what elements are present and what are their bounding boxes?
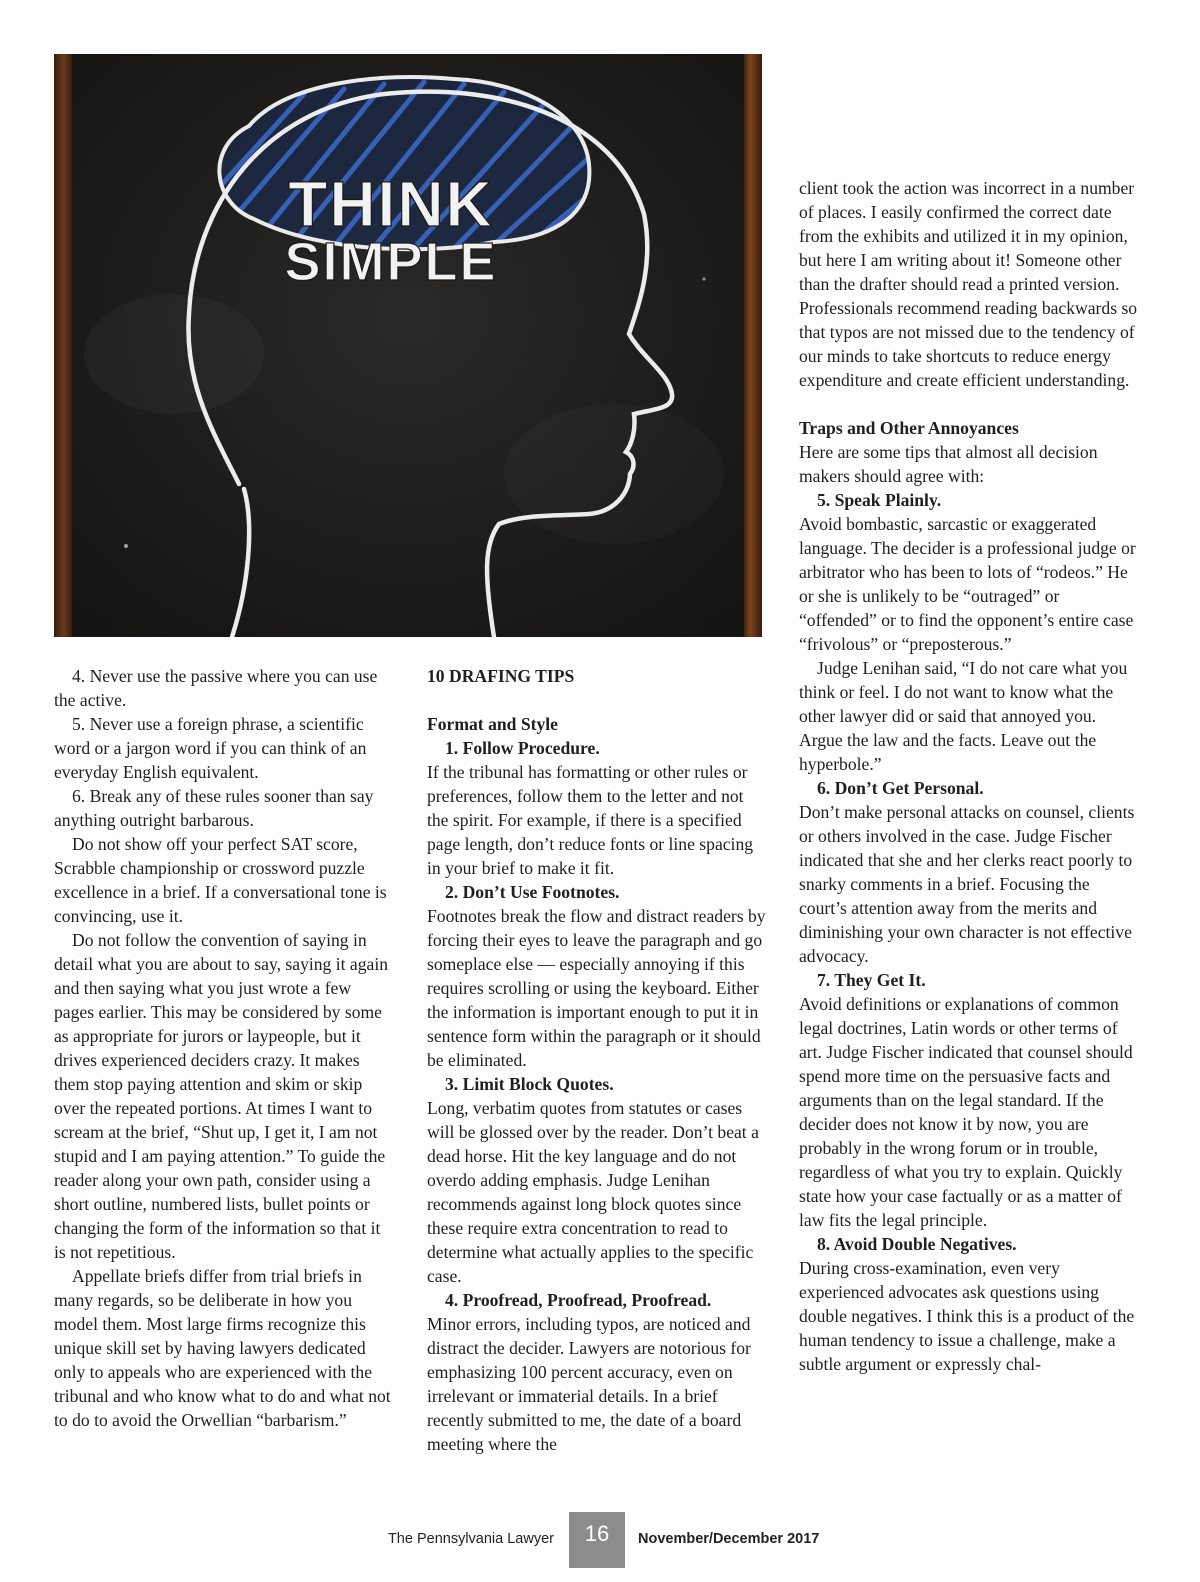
tip-title: 4. Proofread, Proofread, Proofread. [445, 1290, 712, 1310]
paragraph: Here are some tips that almost all decision makers should agree with: [799, 442, 1098, 486]
column-2 [427, 664, 767, 1456]
tip-title: 8. Avoid Double Negatives. [817, 1234, 1017, 1254]
wood-frame-right [742, 54, 762, 637]
paragraph: Do not follow the convention of saying in detail what you are about to say, saying it again and then saying what you just wrote a few pages earlier. This may be considered by some as appropriate for jurors or laypeople, but it drives experienced deciders crazy. It makes them stop paying attention and skim or skip over the repeated portions. At times I want to scream at the brief, “Shut up, I get it, I am not stupid and I am paying attention.” To guide the reader along your own path, consider using a short outline, numbered lists, bullet points or changing the form of the information so that it is not repetitious. [54, 930, 389, 1262]
tip-title: 3. Limit Block Quotes. [445, 1074, 614, 1094]
section-heading: 10 DRAFING TIPS [427, 666, 575, 686]
page-number: 16 [569, 1512, 625, 1568]
publication-name: The Pennsylvania Lawyer [387, 1531, 554, 1547]
paragraph: Footnotes break the flow and distract readers by forcing their eyes to leave the paragraph and go someplace else — especially annoying if this requires scrolling or using the keyboard. Either the information is important enough to put it in sentence form within the paragraph or it should be eliminated. [427, 906, 766, 1070]
think-simple-illustration [54, 54, 762, 637]
tip-title: 6. Don’t Get Personal. [817, 778, 984, 798]
wood-frame-left [54, 54, 74, 637]
column-1 [54, 664, 394, 1432]
paragraph: 4. Never use the passive where you can use the active. [54, 666, 378, 710]
paragraph: Do not show off your perfect SAT score, Scrabble championship or crossword puzzle excellence in a brief. If a conversational tone is convincing, use it. [54, 834, 387, 926]
tip-title: 7. They Get It. [817, 970, 926, 990]
subsection-heading: Format and Style [427, 714, 558, 734]
paragraph: Avoid definitions or explanations of common legal doctrines, Latin words or other terms of art. Judge Fischer indicated that counsel should spend more time on the persuasive facts and arguments than on the legal standard. If the decider does not know it by now, you are probably in the wrong forum or in trouble, regardless of what you try to explain. Quickly state how your case factually or as a matter of law fits the legal principle. [799, 994, 1133, 1230]
paragraph: During cross-examination, even very experienced advocates ask questions using double negatives. I think this is a product of the human tendency to issue a challenge, make a subtle argument or expressly chal- [799, 1258, 1135, 1374]
issue-date: November/December 2017 [638, 1531, 820, 1547]
paragraph: If the tribunal has formatting or other rules or preferences, follow them to the letter and not the spirit. For example, if there is a specified page length, don’t reduce fonts or line spacing in your brief to make it fit. [427, 762, 754, 878]
paragraph: Minor errors, including typos, are noticed and distract the decider. Lawyers are notorious for emphasizing 100 percent accuracy, even on irrelevant or immaterial details. In a brief recently submitted to me, the date of a board meeting where the [427, 1314, 751, 1454]
paragraph: Avoid bombastic, sarcastic or exaggerated language. The decider is a professional judge or arbitrator who has been to lots of “rodeos.” He or she is unlikely to be “outraged” or “offended” or to find the opponent’s entire case “frivolous” or “preposterous.” [799, 514, 1136, 654]
tip-title: 5. Speak Plainly. [817, 490, 942, 510]
paragraph: 5. Never use a foreign phrase, a scientific word or a jargon word if you can think of an everyday English equivalent. [54, 714, 367, 782]
tip-title: 1. Follow Procedure. [445, 738, 600, 758]
paragraph: Don’t make personal attacks on counsel, clients or others involved in the case. Judge Fischer indicated that she and her clerks react poorly to snarky comments in a brief. Focusing the court’s attention away from the merits and diminishing your own character is not effective advocacy. [799, 802, 1135, 966]
column-3 [799, 176, 1141, 1376]
paragraph: client took the action was incorrect in a number of places. I easily confirmed the correct date from the exhibits and utilized it in my opinion, but here I am writing about it! Someone other than the drafter should read a printed version. Professionals recommend reading backwards so that typos are not missed due to the tendency of our minds to take shortcuts to reduce energy expenditure and create efficient understanding. [799, 178, 1138, 390]
paragraph: Long, verbatim quotes from statutes or cases will be glossed over by the reader. Don’t beat a dead horse. Hit the key language and do not overdo adding emphasis. Judge Lenihan recommends against long block quotes since these require extra concentration to read to determine what actually applies to the specific case. [427, 1098, 759, 1286]
paragraph: 6. Break any of these rules sooner than say anything outright barbarous. [54, 786, 374, 830]
page-footer [0, 1512, 1200, 1568]
paragraph: Judge Lenihan said, “I do not care what you think or feel. I do not want to know what the other lawyer did or said that annoyed you. Argue the law and the facts. Leave out the hyperbole.” [799, 658, 1128, 774]
think-word: THINK [288, 168, 494, 240]
subsection-heading: Traps and Other Annoyances [799, 418, 1019, 438]
paragraph: Appellate briefs differ from trial briefs in many regards, so be deliberate in how you model them. Most large firms recognize this unique skill set by having lawyers dedicated only to appeals who are experienced with the tribunal and who know what to do and what not to do to avoid the Orwellian “barbarism.” [54, 1266, 391, 1430]
simple-word: SIMPLE [284, 232, 498, 292]
tip-title: 2. Don’t Use Footnotes. [445, 882, 620, 902]
